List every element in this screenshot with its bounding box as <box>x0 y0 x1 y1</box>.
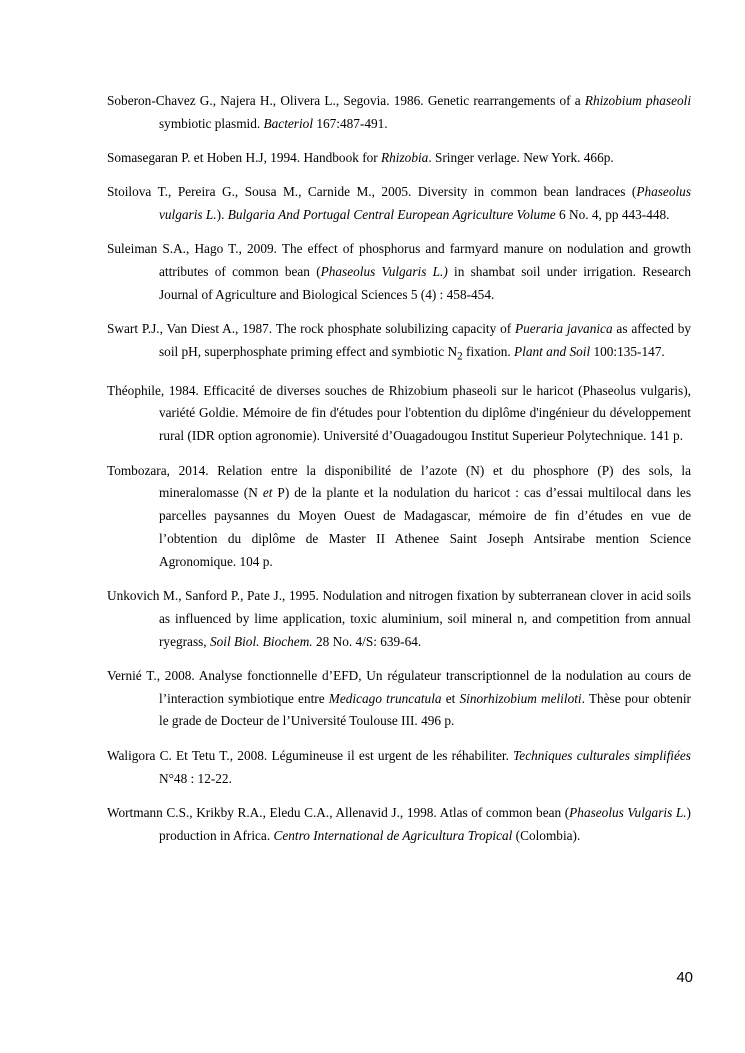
ref-journal: Bulgaria And Portugal Central European Agriculture Volume <box>227 206 556 222</box>
ref-text: Stoilova T., Pereira G., Sousa M., Carnide M., 2005. Diversity in common bean landraces ( <box>107 183 637 199</box>
ref-italic-text: Phaseolus Vulgaris L.) <box>320 263 448 279</box>
ref-text: Swart P.J., Van Diest A., 1987. The rock phosphate solubilizing capacity of <box>107 320 515 336</box>
ref-italic-text: Rhizobium phaseoli <box>584 93 692 108</box>
ref-text: Somasegaran P. et Hoben H.J, 1994. Handbook for <box>107 149 382 165</box>
ref-text: . Thèse pour obtenir le grade de Docteur de l’Université Toulouse III. 496 p. <box>159 690 691 729</box>
ref-text: Tombozara, 2014. Relation entre la disponibilité de l’azote (N) et du phosphore (P) des sols, la mineralomasse (N <box>107 462 691 501</box>
ref-text: Vernié T., 2008. Analyse fonctionnelle d’EFD, Un régulateur transcriptionnel de la nodulation au cours de l’interaction symbiotique entre <box>107 667 691 706</box>
ref-journal: Plant and Soil <box>514 343 591 359</box>
reference-entry-unkovich <box>107 585 691 653</box>
ref-italic-text: Sinorhizobium meliloti <box>459 690 582 706</box>
ref-text: . Sringer verlage. New York. 466p. <box>428 149 614 165</box>
ref-text: 6 No. 4, pp 443-448. <box>555 206 670 222</box>
reference-list <box>107 90 691 859</box>
ref-text: 167:487-491. <box>313 115 388 131</box>
ref-text: ) production in Africa. <box>159 804 691 843</box>
ref-text: Wortmann C.S., Krikby R.A., Eledu C.A., Allenavid J., 1998. Atlas of common bean ( <box>107 804 570 820</box>
ref-italic-text: Medicago truncatula <box>328 690 442 706</box>
ref-text: et <box>441 690 460 706</box>
reference-entry-vernie <box>107 665 691 733</box>
ref-subscript: 2 <box>457 350 463 363</box>
reference-entry-soberon-chavez <box>107 90 691 136</box>
reference-entry-suleiman <box>107 238 691 306</box>
ref-italic-text: et <box>262 485 273 501</box>
ref-text: as affected by soil pH, superphosphate priming effect and symbiotic N <box>159 320 692 359</box>
ref-journal: Soil Biol. Biochem. <box>209 633 313 649</box>
ref-text: ). <box>216 206 228 222</box>
reference-entry-tombozara <box>107 460 691 574</box>
ref-journal: Techniques culturales simplifiées <box>513 747 691 763</box>
ref-italic-text: Rhizobia <box>381 149 429 165</box>
ref-text: Théophile, 1984. Efficacité de diverses souches de Rhizobium phaseoli sur le haricot (Phaseolus vulgaris), variété Goldie. Mémoire de fin d'études pour l'obtention du diplôme d'ingénieur du développement rural (IDR option agronomie). Université d’Ouagadougou Institut Superieur Polytechnique. 141 p. <box>107 382 691 444</box>
ref-text: fixation. <box>462 343 515 359</box>
ref-text: 28 No. 4/S: 639-64. <box>312 633 422 649</box>
ref-journal: Centro International de Agricultura Tropical <box>273 827 513 843</box>
ref-text: Unkovich M., Sanford P., Pate J., 1995. Nodulation and nitrogen fixation by subterranean clover in acid soils as influenced by lime application, toxic aluminium, soil mineral n, and competition from annual ryegrass, <box>107 588 691 649</box>
reference-entry-swart <box>107 318 691 368</box>
ref-text: Soberon-Chavez G., Najera H., Olivera L., Segovia. 1986. Genetic rearrangements of a <box>107 93 585 108</box>
ref-text: P) de la plante et la nodulation du haricot : cas d’essai multilocal dans les parcelles paysannes du Moyen Ouest de Madagascar, mémoire de fin d’études en vue de l’obtention du diplôme de Master II Athenee Saint Joseph Antsirabe mention Science Agronomique. 104 p. <box>159 485 691 569</box>
ref-text: N°48 : 12-22. <box>159 770 232 786</box>
reference-entry-wortmann <box>107 802 691 848</box>
ref-text: (Colombia). <box>512 827 581 843</box>
ref-journal: Bacteriol <box>263 115 314 131</box>
ref-italic-text: Phaseolus vulgaris L. <box>159 183 691 222</box>
ref-italic-text: Phaseolus Vulgaris L. <box>569 804 687 820</box>
reference-entry-waligora <box>107 745 691 791</box>
ref-italic-text: Pueraria javanica <box>514 320 613 336</box>
ref-text: Suleiman S.A., Hago T., 2009. The effect of phosphorus and farmyard manure on nodulation and growth attributes of common bean ( <box>107 240 691 279</box>
ref-text: Waligora C. Et Tetu T., 2008. Légumineuse il est urgent de les réhabiliter. <box>107 747 514 763</box>
ref-text: symbiotic plasmid. <box>159 115 264 131</box>
reference-entry-somasegaran <box>107 147 691 170</box>
reference-entry-theophile <box>107 380 691 448</box>
page-number: 40 <box>676 969 693 986</box>
reference-entry-stoilova <box>107 181 691 227</box>
ref-text: in shambat soil under irrigation. Research Journal of Agriculture and Biological Sciences 5 (4) : 458-454. <box>159 263 691 302</box>
ref-text: 100:135-147. <box>590 343 665 359</box>
